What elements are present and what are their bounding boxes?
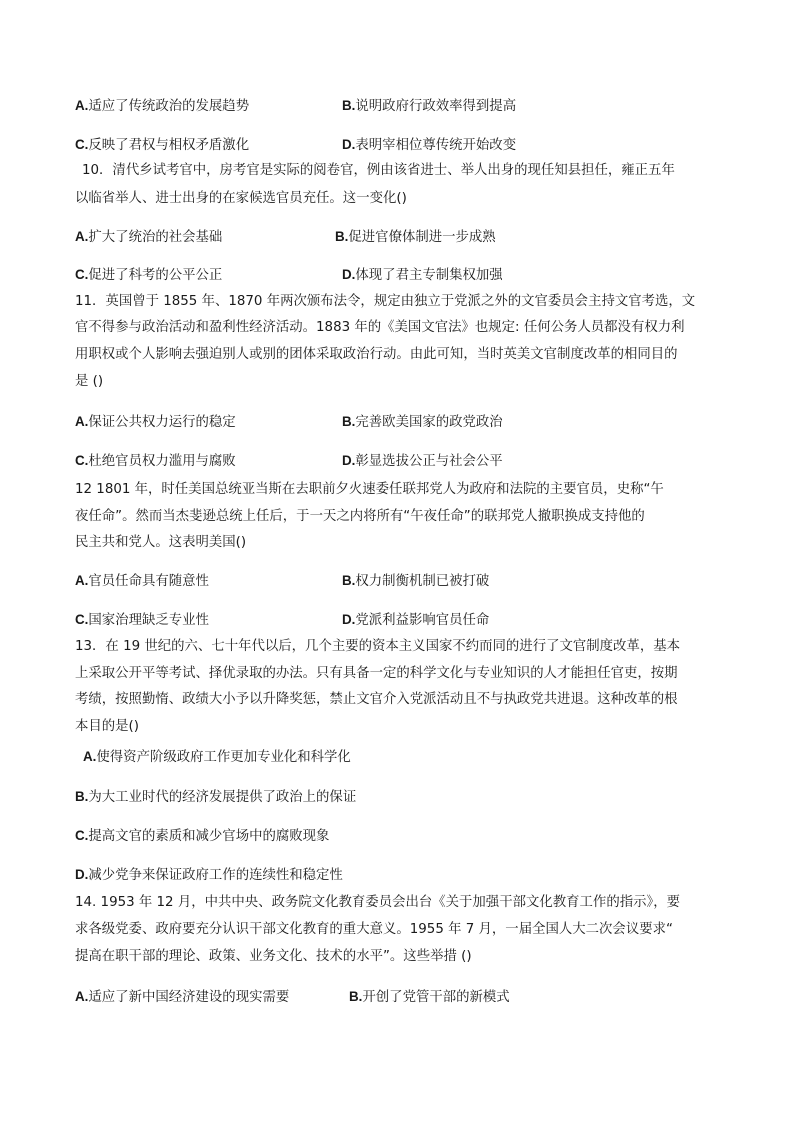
q13-stem-line-4: 本目的是(): [75, 719, 140, 734]
q11-stem-line-1: 11．英国曾于 1855 年、1870 年两次颁布法令，规定由独立于党派之外的文官委员会主持文官考选，文: [75, 294, 696, 309]
q14-stem-line-2: 求各级党委、政府要充分认识干部文化教育的重大意义。1955 年 7 月，一届全国人大二次会议要求“: [75, 922, 673, 937]
q10-option-b: B.促进官僚体制进一步成熟: [335, 229, 496, 245]
q10-stem-line-2: 以临省举人、进士出身的在家候选官员充任。这一变化(): [75, 191, 407, 206]
q10-option-d: D.体现了君主专制集权加强: [342, 267, 503, 283]
q12-option-b: B.权力制衡机制已被打破: [342, 573, 490, 589]
q13-option-b: B.为大工业时代的经济发展提供了政治上的保证: [75, 789, 357, 805]
q10-option-c: C.促进了科考的公平公正: [75, 267, 223, 283]
q11-option-d: D.彰显选拔公正与社会公平: [342, 453, 503, 469]
q9-option-d: D.表明宰相位尊传统开始改变: [342, 137, 517, 153]
q12-stem-line-3: 民主共和党人。这表明美国(): [75, 535, 247, 550]
q14-option-a: A.适应了新中国经济建设的现实需要: [75, 989, 290, 1005]
q14-stem-line-3: 提高在职干部的理论、政策、业务文化、技术的水平”。这些举措 (): [75, 949, 472, 964]
q12-option-d: D.党派利益影响官员任命: [342, 612, 490, 628]
q13-option-d: D.减少党争来保证政府工作的连续性和稳定性: [75, 867, 343, 883]
q14-option-b: B.开创了党管干部的新模式: [349, 989, 510, 1005]
q11-option-b: B.完善欧美国家的政党政治: [342, 414, 503, 430]
q9-option-a: A.适应了传统政治的发展趋势: [75, 98, 250, 114]
q12-option-c: C.国家治理缺乏专业性: [75, 612, 209, 628]
q13-option-a: A.使得资产阶级政府工作更加专业化和科学化: [83, 749, 351, 765]
q13-stem-line-1: 13．在 19 世纪的六、七十年代以后，几个主要的资本主义国家不约而同的进行了文官制度改革，基本: [75, 639, 680, 654]
q13-stem-line-2: 上采取公开平等考试、择优录取的办法。只有具备一定的科学文化与专业知识的人才能担任官吏，按期: [75, 666, 678, 681]
q9-option-c: C.反映了君权与相权矛盾激化: [75, 137, 250, 153]
q11-option-a: A.保证公共权力运行的稳定: [75, 414, 236, 430]
q10-option-a: A.扩大了统治的社会基础: [75, 229, 223, 245]
q13-stem-line-3: 考绩，按照勤惰、政绩大小予以升降奖惩，禁止文官介入党派活动且不与执政党共进退。这种改革的根: [75, 692, 678, 707]
q11-stem-line-2: 官不得参与政治活动和盈利性经济活动。1883 年的《美国文官法》也规定: 任何公务人员都没有权力利: [75, 320, 685, 335]
q12-stem-line-1: 12 1801 年，时任美国总统亚当斯在去职前夕火速委任联邦党人为政府和法院的主要官员，史称“午: [75, 482, 664, 497]
q12-option-a: A.官员任命具有随意性: [75, 573, 209, 589]
q11-option-c: C.杜绝官员权力滥用与腐败: [75, 453, 236, 469]
q11-stem-line-4: 是 (): [75, 374, 104, 389]
q9-option-b: B.说明政府行政效率得到提高: [342, 98, 517, 114]
q13-option-c: C.提高文官的素质和减少官场中的腐败现象: [75, 828, 330, 844]
q11-stem-line-3: 用职权或个人影响去强迫别人或别的团体采取政治行动。由此可知，当时英美文官制度改革的相同目的: [75, 347, 678, 362]
q10-stem-line-1: 10．清代乡试考官中，房考官是实际的阅卷官，例由该省进士、举人出身的现任知县担任，雍正五年: [82, 163, 675, 178]
q14-stem-line-1: 14. 1953 年 12 月，中共中央、政务院文化教育委员会出台《关于加强干部文化教育工作的指示》，要: [75, 895, 680, 910]
q12-stem-line-2: 夜任命”。然而当杰斐逊总统上任后，于一天之内将所有“午夜任命”的联邦党人撤职换成支持他的: [75, 509, 645, 524]
